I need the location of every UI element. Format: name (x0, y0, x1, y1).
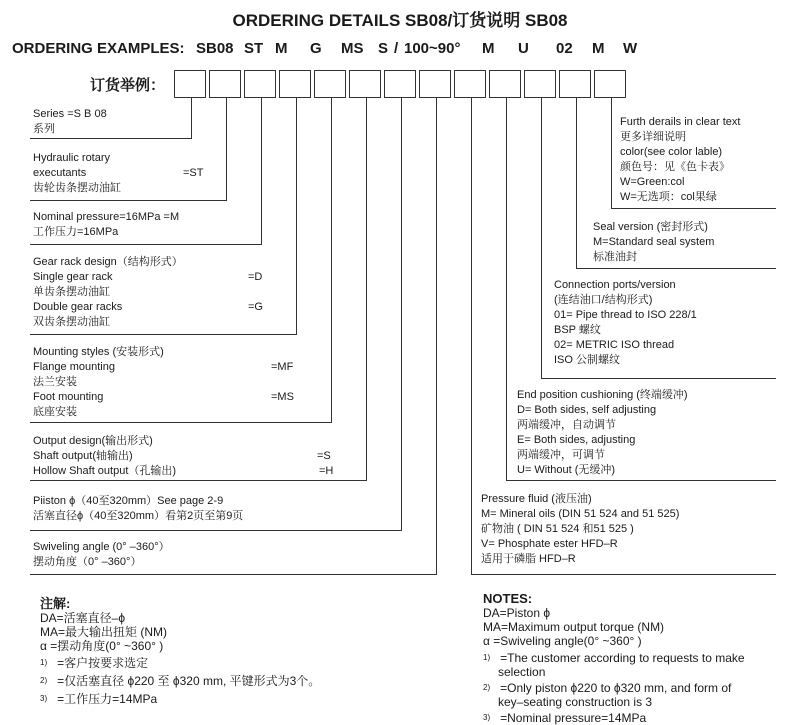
code-slash: / (394, 40, 399, 57)
leader-line (611, 98, 612, 208)
footnote (483, 651, 745, 665)
footnote-mark: 2) (483, 683, 491, 692)
leader-line (261, 98, 262, 244)
rack-single-code: =D (248, 271, 263, 283)
footnote (483, 681, 745, 695)
leader-line (401, 98, 402, 530)
order-example-label: 订货举例： (90, 77, 166, 94)
leader-line (471, 574, 776, 575)
order-box-3 (244, 70, 276, 98)
leader-line (30, 574, 437, 575)
footnote-text: =Nominal pressure=14MPa (500, 711, 647, 725)
order-box-12 (559, 70, 591, 98)
mounting-flange-cn: 法兰安装 (33, 376, 77, 388)
leader-line (30, 480, 367, 481)
leader-line (296, 98, 297, 334)
cushion-d-cn: 两端缓冲，自动调节 (517, 419, 616, 431)
code-details: W (623, 40, 638, 57)
code-mounting: MS (341, 40, 364, 57)
series-desc: Series =S B 08 (33, 108, 107, 120)
details-line-6: W=无选项：col果绿 (620, 191, 717, 203)
footnote-mark: 3) (40, 694, 48, 703)
seal-standard-cn: 标准油封 (593, 251, 637, 263)
footnote-mark: 3) (483, 713, 491, 722)
code-pressure: M (275, 40, 288, 57)
notes-en-line: MA=Maximum output torque (NM) (483, 620, 665, 634)
details-line-3: color(see color lable) (620, 146, 723, 158)
fluid-phosphate: V= Phosphate ester HFD–R (481, 538, 618, 550)
connection-01-cn: BSP 螺纹 (554, 324, 601, 336)
rack-single-cn: 单齿条摆动油缸 (33, 286, 110, 298)
footnote-continued: key–seating construction is 3 (498, 695, 653, 709)
footnote (40, 674, 320, 688)
footnote-continued: selection (498, 665, 546, 679)
order-box-10 (489, 70, 521, 98)
piston-desc: Piiston ϕ（40至320mm）See page 2-9 (33, 495, 224, 507)
mounting-foot-code: =MS (271, 391, 294, 403)
page-title: ORDERING DETAILS SB08/订货说明 SB08 (232, 11, 568, 30)
seal-heading: Seal version (密封形式) (593, 221, 708, 233)
connection-02-cn: ISO 公制螺纹 (554, 354, 621, 366)
order-box-7 (384, 70, 416, 98)
connection-02: 02= METRIC ISO thread (554, 339, 675, 351)
leader-line (30, 244, 262, 245)
leader-line (611, 208, 776, 209)
output-heading: Output design(输出形式) (33, 435, 153, 447)
cushion-e: E= Both sides, adjusting (517, 434, 636, 446)
fluid-mineral: M= Mineral oils (DIN 51 524 and 51 525) (481, 508, 680, 520)
pressure-desc: Nominal pressure=16MPa =M (33, 211, 180, 223)
output-shaft: Shaft output(轴输出) (33, 450, 133, 462)
details-line-2: 更多详细说明 (620, 131, 686, 143)
connection-heading: Connection ports/version (554, 279, 676, 291)
pressure-desc-cn: 工作压力=16MPa (33, 226, 119, 238)
order-box-1 (174, 70, 206, 98)
notes-cn-line: MA=最大输出扭矩 (NM) (40, 625, 167, 639)
code-connection: 02 (556, 40, 573, 57)
leader-line (30, 334, 297, 335)
leader-line (226, 98, 227, 200)
cushion-heading: End position cushioning (终端缓冲) (517, 389, 688, 401)
leader-line (30, 138, 192, 139)
footnote-text: =Only piston ϕ220 to ϕ320 mm, and form of (500, 681, 732, 695)
footnote (483, 711, 745, 725)
output-hollow: Hollow Shaft output（孔输出) (33, 465, 177, 477)
leader-line (436, 98, 437, 574)
mounting-foot-cn: 底座安装 (33, 406, 77, 418)
angle-desc: Swiveling angle (0° –360°） (33, 541, 170, 553)
cushion-e-cn: 两端缓冲，可调节 (517, 449, 605, 461)
code-output: S (378, 40, 389, 57)
leader-line (541, 98, 542, 378)
notes-en-line: DA=Piston ϕ (483, 606, 551, 620)
footnote-text: =工作压力=14MPa (57, 692, 158, 706)
order-box-2 (209, 70, 241, 98)
leader-line (576, 268, 776, 269)
hydraulic-desc-cn: 齿轮齿条摆动油缸 (33, 182, 121, 194)
notes-cn-heading: 注解: (40, 596, 71, 611)
rack-heading: Gear rack design（结构形式） (33, 256, 183, 268)
fluid-heading: Pressure fluid (液压油) (481, 493, 592, 505)
notes-en (483, 592, 745, 725)
footnote-text: =客户按要求选定 (57, 656, 149, 670)
examples-label: ORDERING EXAMPLES: (12, 40, 185, 57)
code-type: ST (244, 40, 264, 57)
code-rack: G (310, 40, 322, 57)
notes-en-line: α =Swiveling angle(0° ~360° ) (483, 634, 642, 648)
leader-line (506, 98, 507, 480)
order-box-13 (594, 70, 626, 98)
leader-line (30, 200, 227, 201)
fluid-phosphate-cn: 适用于磷脂 HFD–R (481, 553, 576, 565)
rack-double-cn: 双齿条摆动油缸 (33, 316, 110, 328)
footnote-mark: 2) (40, 676, 48, 685)
order-box-11 (524, 70, 556, 98)
mounting-flange-code: =MF (271, 361, 294, 373)
output-hollow-code: =H (319, 465, 334, 477)
footnote-mark: 1) (40, 658, 48, 667)
details-line-5: W=Green:col (620, 176, 685, 188)
angle-desc-cn: 摆动角度（0° –360°） (33, 556, 142, 568)
connection-01: 01= Pipe thread to ISO 228/1 (554, 309, 697, 321)
order-box-8 (419, 70, 451, 98)
cushion-u: U= Without (无缓冲) (517, 464, 616, 476)
leader-line (30, 422, 332, 423)
rack-double-code: =G (248, 301, 263, 313)
hydraulic-code: =ST (183, 167, 204, 179)
notes-cn-line: DA=活塞直径–ϕ (40, 611, 126, 625)
series-desc-cn: 系列 (33, 123, 55, 135)
leader-line (30, 530, 402, 531)
leader-line (366, 98, 367, 480)
details-line-4: 颜色号：见《色卡表》 (620, 161, 730, 173)
footnote-mark: 1) (483, 653, 491, 662)
code-cushioning: U (518, 40, 529, 57)
rack-single: Single gear rack (33, 271, 113, 283)
connection-heading-cn: (连结油口/结构形式) (554, 294, 653, 306)
notes-en-heading: NOTES: (483, 591, 533, 606)
hydraulic-desc: Hydraulic rotary (33, 152, 111, 164)
mounting-flange: Flange mounting (33, 361, 115, 373)
hydraulic-desc-2: executants (33, 167, 87, 179)
fluid-mineral-cn: 矿物油 ( DIN 51 524 和51 525 ) (481, 523, 634, 535)
piston-desc-cn: 活塞直径ϕ（40至320mm）看第2页至第9页 (33, 510, 244, 522)
order-box-6 (349, 70, 381, 98)
notes-cn-line: α =摆动角度(0° ~360° ) (40, 639, 164, 653)
leader-line (541, 378, 776, 379)
code-fluid: M (482, 40, 495, 57)
order-box-5 (314, 70, 346, 98)
output-shaft-code: =S (317, 450, 331, 462)
mounting-heading: Mounting styles (安装形式) (33, 346, 164, 358)
footnote-text: =仅活塞直径 ϕ220 至 ϕ320 mm, 平键形式为3个。 (57, 674, 321, 688)
leader-line (576, 98, 577, 268)
order-box-9 (454, 70, 486, 98)
rack-double: Double gear racks (33, 301, 123, 313)
footnote-text: =The customer according to requests to make (500, 651, 745, 665)
notes-cn (40, 597, 320, 706)
code-seal: M (592, 40, 605, 57)
footnote (40, 692, 320, 706)
leader-line (506, 480, 776, 481)
order-box-4 (279, 70, 311, 98)
seal-standard: M=Standard seal system (593, 236, 715, 248)
leader-line (331, 98, 332, 422)
code-piston-angle: 100~90° (404, 40, 461, 57)
leader-line (471, 98, 472, 574)
code-series: SB08 (196, 40, 234, 57)
leader-line (191, 98, 192, 138)
mounting-foot: Foot mounting (33, 391, 104, 403)
details-line-1: Furth derails in clear text (620, 116, 741, 128)
footnote (40, 656, 320, 670)
cushion-d: D= Both sides, self adjusting (517, 404, 657, 416)
